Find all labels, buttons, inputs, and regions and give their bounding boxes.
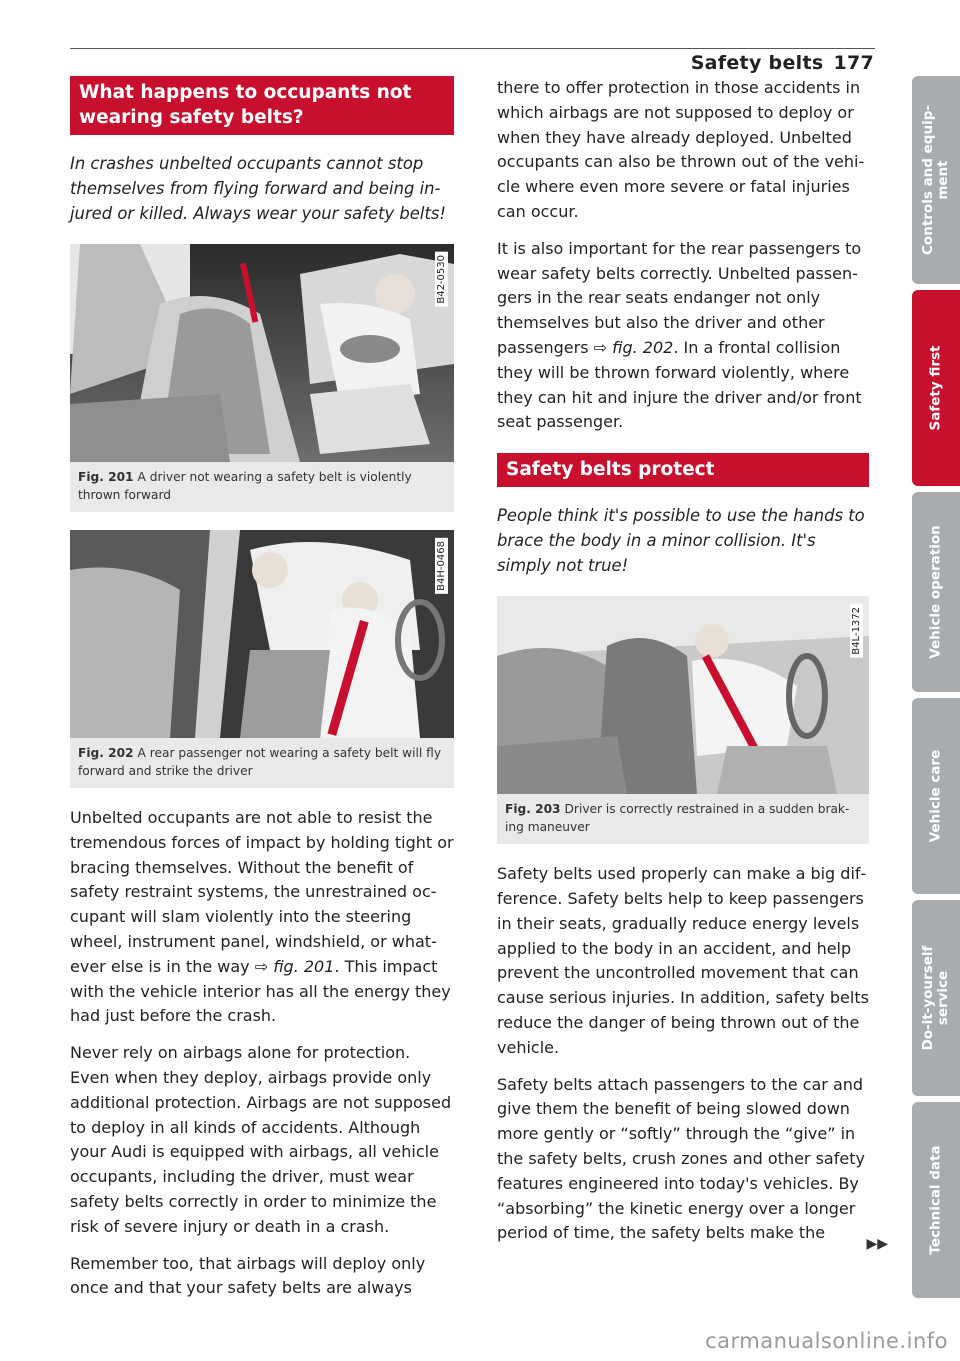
- paragraph-text: . In a frontal collision they will be thrown forward violently, where they can hit and injure the driver and/or front seat passenger.: [497, 337, 862, 432]
- watermark: carmanualsonline.info: [705, 1329, 948, 1353]
- figure-reference-link[interactable]: ⇨ fig. 202: [593, 337, 674, 357]
- figure-code: B4L-1372: [850, 604, 863, 658]
- figure-label: Fig. 201: [78, 470, 134, 484]
- caption-text: A rear passenger not wearing a safety belt will fly forward and strike the driver: [78, 746, 442, 778]
- tab-label: Vehicle care: [927, 749, 944, 843]
- figure-202-illustration: [70, 530, 454, 738]
- figure-code: B42-0530: [435, 252, 448, 307]
- tab-label: Technical data: [927, 1145, 944, 1255]
- tab-label: Do-it-yourself service: [920, 945, 951, 1051]
- right-column: [497, 76, 869, 1258]
- tab-label: Controls and equip- ment: [920, 105, 951, 255]
- tab-vehicle-operation[interactable]: [912, 492, 960, 692]
- intro-text: People think it's possible to use the hands to brace the body in a minor collision. It's simply not true!: [497, 506, 865, 576]
- caption-text: Driver is correctly restrained in a sudden braking maneuver: [505, 802, 850, 835]
- paragraph: Safety belts attach passengers to the car and give them the benefit of being slowed down more gently or “softly” through the “give” in the safety belts, crush zones and other safety features engineered into today's vehicles. By “absorbing” the kinetic energy over a longer period of time, the safety belts make the: [497, 1074, 865, 1243]
- tab-vehicle-care[interactable]: [912, 698, 960, 894]
- paragraph: Never rely on airbags alone for protection. Even when they deploy, airbags provide only additional protection. Airbags are not supposed to deploy in all kinds of accidents. Although your Audi is equipped with airbags, all vehicle occupants, including the driver, must wear safety belts correctly in order to minimize the risk of severe injury or death in a crash.: [70, 1043, 452, 1236]
- figure-reference-link[interactable]: ⇨ fig. 201: [254, 956, 335, 976]
- figure-label: Fig. 202: [78, 746, 134, 760]
- tab-technical-data[interactable]: [912, 1102, 960, 1298]
- figure-203: [497, 596, 869, 844]
- figure-201-illustration: [70, 244, 454, 462]
- page-number: 177: [833, 52, 874, 74]
- section-heading-unbelted: What happens to occupants not wearing safety belts?: [70, 76, 454, 135]
- caption-text: A driver not wearing a safety belt is violently thrown forward: [78, 470, 412, 502]
- paragraph: there to offer protection in those accidents in which airbags are not supposed to deploy or when they have already deployed. Unbelted occupants can also be thrown out of the vehicle where even more severe or fatal injuries can occur.: [497, 78, 865, 221]
- paragraph-text: . This impact with the vehicle interior has all the energy they had just before the crash.: [70, 956, 451, 1026]
- figure-201-caption: [70, 462, 454, 512]
- left-column: [70, 76, 454, 1313]
- figure-202: [70, 530, 454, 788]
- tab-label: Vehicle operation: [927, 525, 944, 659]
- paragraph-text: Unbelted occupants are not able to resist the tremendous forces of impact by holding tight or bracing themselves. Without the benefit of safety restraint systems, the unrestrained occupant will slam violently into the steering wheel, instrument panel, windshield, or whatever else is in the way: [70, 808, 454, 976]
- tab-label: Safety first: [927, 345, 944, 431]
- running-header: [691, 52, 874, 74]
- paragraph-text: It is also important for the rear passengers to wear safety belts correctly. Unbelted passengers in the rear seats endanger not only themselves but also the driver and other passengers: [497, 238, 862, 357]
- section-heading-belts-protect: Safety belts protect: [497, 453, 869, 487]
- unbelted-driver-illustration: [70, 244, 454, 462]
- header-rule: [70, 48, 875, 49]
- figure-201: [70, 244, 454, 512]
- paragraph: [70, 806, 454, 1029]
- tab-do-it-yourself-service[interactable]: [912, 900, 960, 1096]
- figure-202-caption: [70, 738, 454, 788]
- intro-text: In crashes unbelted occupants cannot stop themselves from flying forward and being injured or killed. Always wear your safety belts!: [70, 154, 446, 223]
- figure-203-illustration: [497, 596, 869, 794]
- figure-code: B4H-0468: [435, 538, 448, 594]
- tab-controls-and-equipment[interactable]: [912, 76, 960, 284]
- paragraph: [497, 237, 869, 435]
- belted-driver-illustration: [497, 596, 869, 794]
- continue-arrow-icon: ▶▶: [866, 1236, 888, 1252]
- figure-203-caption: [497, 794, 869, 844]
- paragraph: Safety belts used properly can make a big difference. Safety belts help to keep passengers in their seats, gradually reduce energy levels applied to the body in an accident, and help prevent the uncontrolled movement that can cause serious injuries. In addition, safety belts reduce the danger of being thrown out of the vehicle.: [497, 864, 869, 1057]
- paragraph: Remember too, that airbags will deploy only once and that your safety belts are always: [70, 1253, 426, 1298]
- rear-passenger-illustration: [70, 530, 454, 738]
- header-title: Safety belts: [690, 52, 824, 74]
- tab-safety-first[interactable]: [912, 290, 960, 486]
- figure-label: Fig. 203: [505, 802, 561, 817]
